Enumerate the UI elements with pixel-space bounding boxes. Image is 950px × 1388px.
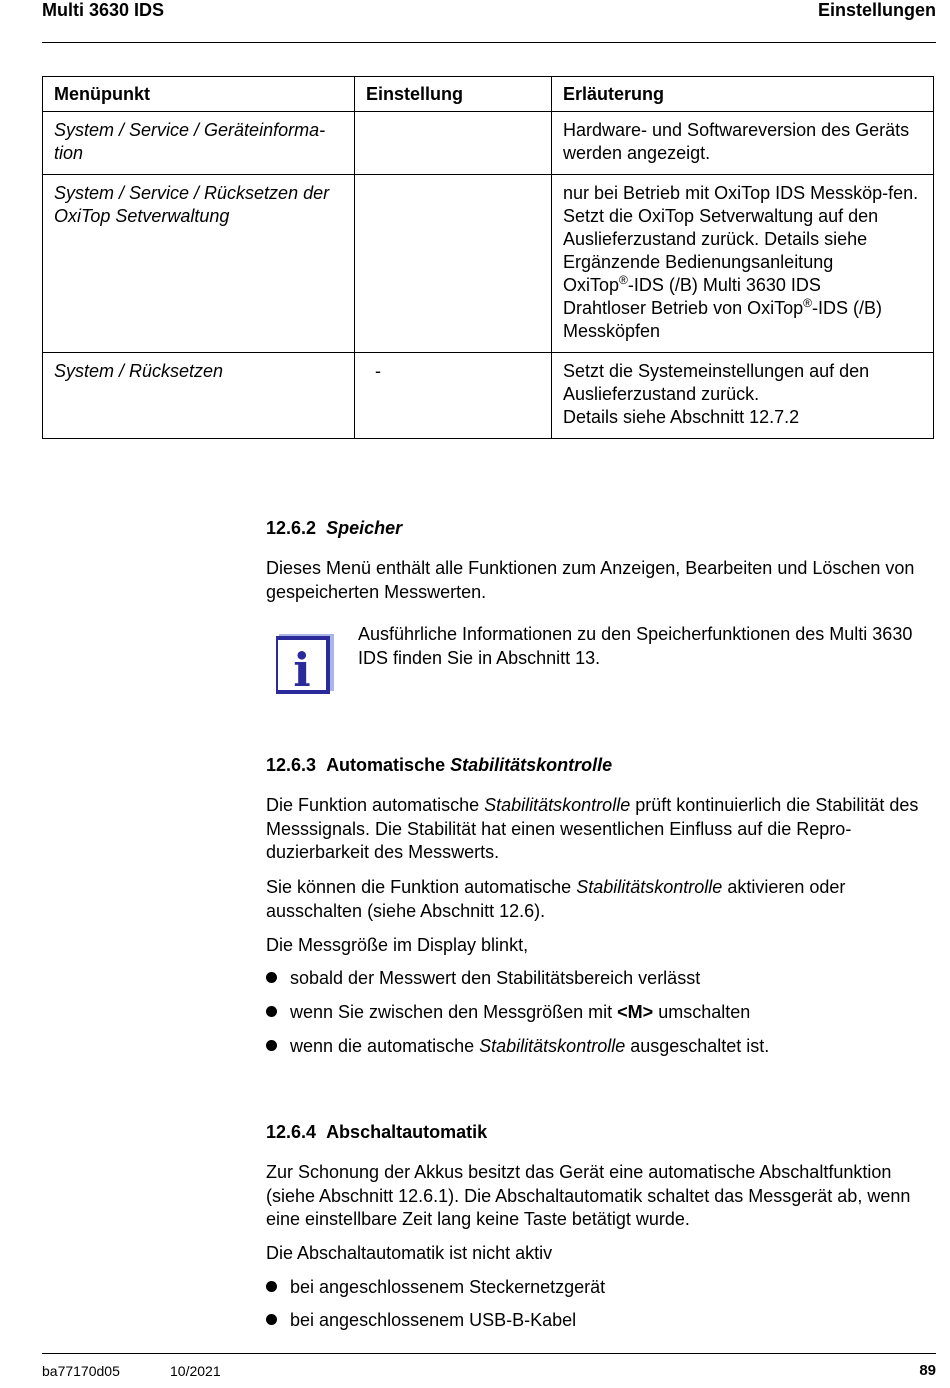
section-paragraph: Die Messgröße im Display blinkt, — [266, 935, 529, 955]
list-item: wenn die automatische Stabilitätskontrolle ausgeschaltet ist. — [266, 1035, 938, 1057]
setting-cell: - — [355, 353, 552, 439]
description-line: Setzt die Systemeinstellungen auf den Auslieferzustand zurück. — [563, 361, 870, 404]
column-header-setting: Einstellung — [355, 77, 552, 112]
table-row — [43, 112, 934, 175]
menu-cell: System / Service / Geräteinforma-tion — [43, 112, 355, 175]
list-item: bei angeschlossenem USB-B-Kabel — [266, 1309, 938, 1331]
bullet-icon — [266, 1314, 277, 1325]
info-icon-letter: i — [293, 643, 311, 694]
column-header-menu: Menüpunkt — [43, 77, 355, 112]
footer-doc-number: ba77170d05 — [42, 1363, 120, 1379]
product-name: Drahtloser Betrieb von OxiTop — [563, 298, 804, 318]
section-number: 12.6.3 — [266, 755, 317, 775]
description-cell — [552, 175, 934, 353]
product-suffix: -IDS (/B) Multi 3630 IDS — [627, 275, 821, 295]
section-heading-auto-off — [266, 1121, 487, 1143]
description-line: nur bei Betrieb mit OxiTop IDS Messköp-fen. — [563, 183, 919, 203]
list-item: bei angeschlossenem Steckernetzgerät — [266, 1276, 938, 1298]
footer-date: 10/2021 — [170, 1363, 221, 1379]
header-chapter-title: Einstellungen — [817, 0, 936, 20]
section-paragraph: Dieses Menü enthält alle Funktionen zum Anzeigen, Bearbeiten und Löschen von gespeicherten Messwerten. — [266, 558, 915, 602]
section-paragraph: Die Funktion automatische Stabilitätskontrolle prüft kontinuierlich die Stabilität des Messsignals. Die Stabilität hat einen wesentlichen Einfluss auf die Repro-duzierbarkeit des Messwerts. — [266, 795, 919, 862]
product-suffix: -IDS (/B) Messköpfen — [563, 298, 882, 341]
menu-cell: System / Service / Rücksetzen der OxiTop Setverwaltung — [43, 175, 355, 353]
bullet-icon — [266, 1281, 277, 1292]
section-title-emphasis: Stabilitätskontrolle — [450, 755, 613, 775]
bullet-icon — [266, 1040, 277, 1051]
info-note: Ausführliche Informationen zu den Speicherfunktionen des Multi 3630 IDS finden Sie in Abschnitt 13. — [358, 624, 913, 668]
section-number: 12.6.4 — [266, 1122, 317, 1142]
section-paragraph: Zur Schonung der Akkus besitzt das Gerät eine automatische Abschaltfunktion (siehe Abschnitt 12.6.1). Die Abschaltautomatik schaltet das Messgerät ab, wenn eine einstellbare Zeit lang keine Taste betätigt wurde. — [266, 1162, 911, 1229]
description-cell: Hardware- und Softwareversion des Geräts werden angezeigt. — [552, 112, 934, 175]
section-heading-stability — [266, 754, 612, 776]
column-header-description: Erläuterung — [552, 77, 934, 112]
list-item: sobald der Messwert den Stabilitätsbereich verlässt — [266, 967, 938, 989]
registered-mark: ® — [803, 296, 812, 310]
table-header-row — [43, 77, 934, 112]
table-row — [43, 353, 934, 439]
setting-cell — [355, 175, 552, 353]
description-line: Details siehe Abschnitt 12.7.2 — [563, 407, 800, 427]
section-title: Speicher — [326, 518, 403, 538]
section-number: 12.6.2 — [266, 518, 317, 538]
info-icon — [276, 634, 334, 694]
description-line — [563, 297, 923, 343]
bullet-icon — [266, 1006, 277, 1017]
info-icon-graphic — [276, 634, 334, 694]
menu-cell: System / Rücksetzen — [43, 353, 355, 439]
product-name: OxiTop — [563, 275, 620, 295]
page-number: 89 — [919, 1362, 936, 1379]
section-title: Automatische — [326, 755, 446, 775]
key-label: <M> — [617, 1002, 654, 1022]
description-line: Setzt die OxiTop Setverwaltung auf den Auslieferzustand zurück. Details siehe Ergänzende Bedienungsanleitung — [563, 206, 879, 272]
section-paragraph: Sie können die Funktion automatische Stabilitätskontrolle aktivieren oder ausschalten (siehe Abschnitt 12.6). — [266, 877, 846, 921]
bullet-icon — [266, 972, 277, 983]
description-cell — [552, 353, 934, 439]
registered-mark: ® — [619, 273, 628, 287]
list-item: wenn Sie zwischen den Messgrößen mit <M> umschalten — [266, 1001, 938, 1023]
section-paragraph: Die Abschaltautomatik ist nicht aktiv — [266, 1243, 553, 1263]
settings-table — [42, 76, 934, 439]
table-row — [43, 175, 934, 353]
section-title: Abschaltautomatik — [326, 1122, 488, 1142]
footer-rule — [42, 1353, 936, 1354]
header-doc-title: Multi 3630 IDS — [42, 0, 165, 20]
section-heading-speicher — [266, 517, 402, 539]
header-rule — [42, 42, 936, 43]
description-line — [563, 274, 923, 297]
setting-cell — [355, 112, 552, 175]
